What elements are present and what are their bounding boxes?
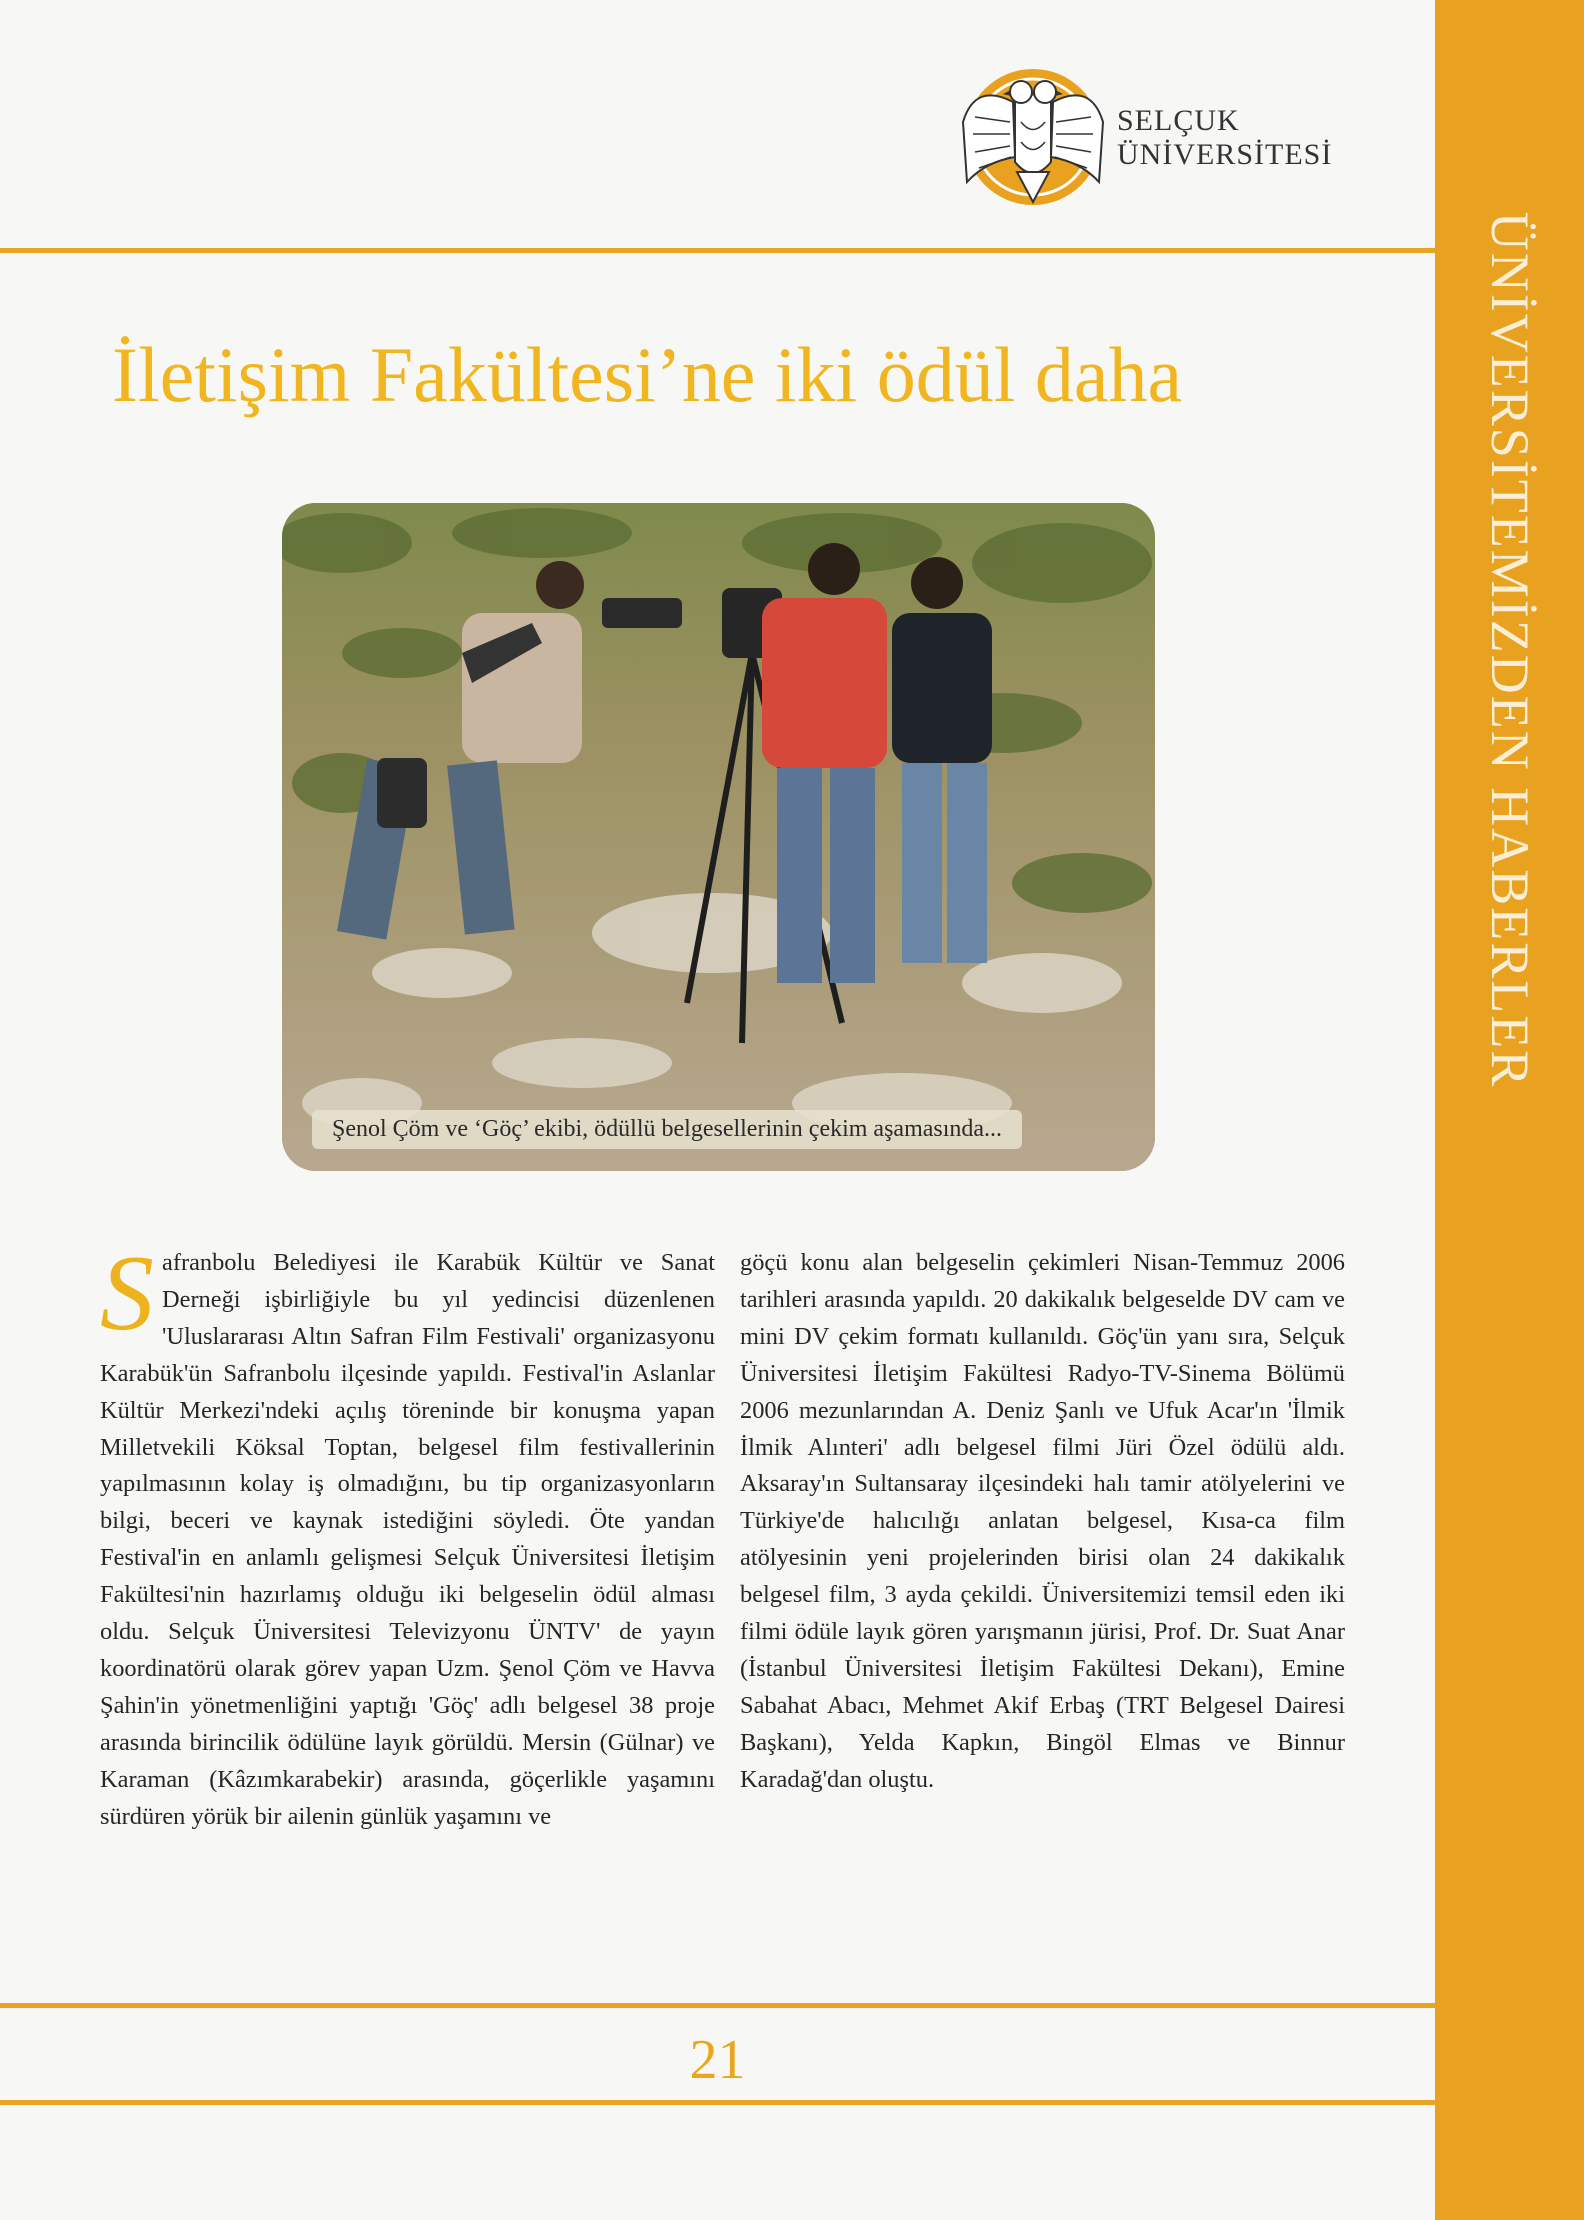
logo-text-line1: SELÇUK — [1117, 104, 1240, 137]
footer-divider-bottom — [0, 2100, 1435, 2105]
photo-illustration — [282, 503, 1155, 1171]
column-left-text: afranbolu Belediyesi ile Karabük Kültür ve Sanat Derneği işbirliğiyle bu yıl yedincisi düzenlenen 'Uluslararası Altın Safran Film Festivali' organizasyonu Karabük'ün Safranbolu ilçesinde yapıldı. Festival'in Aslanlar Kültür Merkezi'ndeki açılış töreninde bir konuşma yapan Milletvekili Köksal Toptan, belgesel film festivallerinin yapılmasının kolay iş olmadığını, bu tip organizasyonların bilgi, beceri ve kaynak istediğini söyledi. Öte yandan Festival'in en anlamlı gelişmesi Selçuk Üniversitesi İletişim Fakültesi'nin hazırlamış olduğu iki belgeselin ödül alması oldu. Selçuk Üniversitesi Televizyonu ÜNTV' de yayın koordinatörü olarak görev yapan Uzm. Şenol Çöm ve Havva Şahin'in yönetmenliğini yaptığı 'Göç' adlı belgesel 38 proje arasında birincilik ödülüne layık görüldü. Mersin (Gülnar) ve Karaman (Kâzımkarabekir) arasında, göçerlikle yaşamını sürdüren yörük bir ailenin günlük yaşamını ve — [100, 1249, 715, 1830]
section-label: ÜNİVERSİTEMİZDEN HABERLER — [1479, 211, 1540, 1089]
article-column-left — [100, 1234, 715, 1836]
logo-text-line2: ÜNİVERSİTESİ — [1117, 138, 1333, 171]
article-headline: İletişim Fakültesi’ne iki ödül daha — [112, 331, 1183, 418]
double-headed-eagle-seal-icon — [955, 62, 1115, 212]
footer-divider-top — [0, 2003, 1435, 2008]
photo-caption: Şenol Çöm ve ‘Göç’ ekibi, ödüllü belgesellerinin çekim aşamasında... — [312, 1110, 1022, 1149]
article-photo — [282, 503, 1155, 1171]
top-divider — [0, 248, 1435, 253]
university-logo — [955, 62, 1355, 212]
page-number: 21 — [689, 2029, 746, 2091]
article-column-right: göçü konu alan belgeselin çekimleri Nisan-Temmuz 2006 tarihleri arasında yapıldı. 20 dakikalık belgeselde DV cam ve mini DV çekim formatı kullanıldı. Göç'ün yanı sıra, Selçuk Üniversitesi İletişim Fakültesi Radyo-TV-Sinema Bölümü 2006 mezunlarından A. Deniz Şanlı ve Ufuk Acar'ın 'İlmik İlmik Alınteri' adlı belgesel filmi Jüri Özel ödülü aldı. Aksaray'ın Sultansaray ilçesindeki halı tamir atölyelerini ve Türkiye'de halıcılığı anlatan belgesel, Kısa-ca film atölyesinin yeni projelerinden birisi olan 24 dakikalık belgesel film, 3 ayda çekildi. Üniversitemizi temsil eden iki filmi ödüle layık gören yarışmanın jürisi, Prof. Dr. Suat Anar (İstanbul Üniversitesi İletişim Fakültesi Dekanı), Emine Sabahat Abacı, Mehmet Akif Erbaş (TRT Belgesel Dairesi Başkanı), Yelda Kapkın, Bingöl Elmas ve Binnur Karadağ'dan oluştu. — [740, 1249, 1345, 1793]
section-side-band — [1435, 0, 1584, 2220]
drop-cap: S — [100, 1234, 154, 1353]
